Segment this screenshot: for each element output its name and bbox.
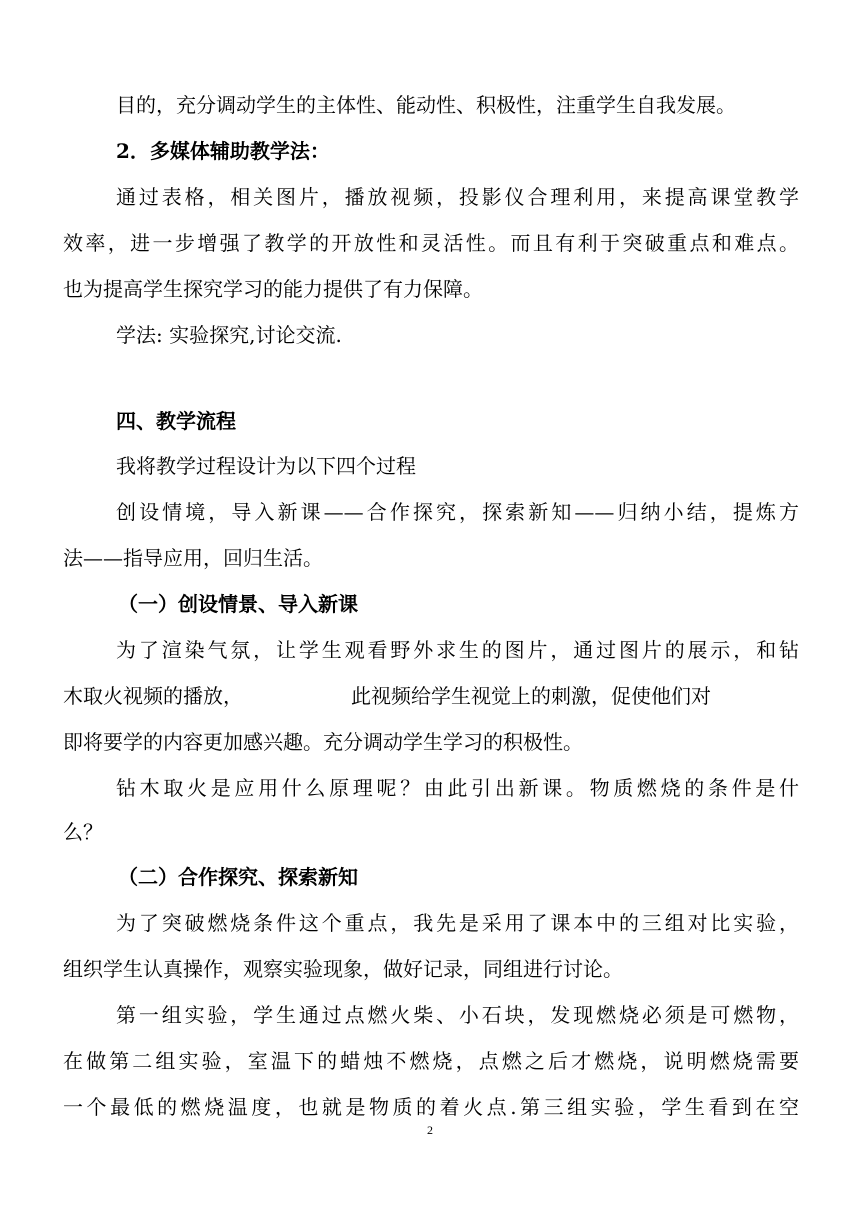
paragraph-line [63, 682, 799, 710]
paragraph-line: 组织学生认真操作，观察实验现象，做好记录，同组进行讨论。 [63, 957, 623, 981]
paragraph-line: 在做第二组实验，室温下的蜡烛不燃烧，点燃之后才燃烧，说明燃烧需要 [63, 1049, 799, 1073]
paragraph-line: 我将教学过程设计为以下四个过程 [116, 454, 416, 478]
paragraph-line: 为了渲染气氛，让学生观看野外求生的图片，通过图片的展示，和钻 [116, 638, 799, 662]
paragraph-line: 即将要学的内容更加感兴趣。充分调动学生学习的积极性。 [63, 730, 583, 754]
page-number: 2 [427, 1123, 433, 1137]
subsection-heading: （二）合作探究、探索新知 [118, 865, 358, 889]
paragraph-line: 第一组实验，学生通过点燃火柴、小石块，发现燃烧必须是可燃物， [116, 1003, 799, 1027]
paragraph-line: 么？ [63, 820, 103, 844]
paragraph-line: 效率，进一步增强了教学的开放性和灵活性。而且有利于突破重点和难点。 [63, 231, 799, 255]
paragraph-line: 目的，充分调动学生的主体性、能动性、积极性，注重学生自我发展。 [116, 93, 736, 117]
section-heading: 四、教学流程 [116, 409, 236, 433]
section-heading: 2．多媒体辅助教学法： [116, 139, 330, 163]
paragraph-line: 学法: 实验探究,讨论交流. [116, 323, 342, 347]
subsection-heading: （一）创设情景、导入新课 [118, 592, 358, 616]
line-segment: 木取火视频的播放， [63, 684, 243, 708]
paragraph-line: 钻木取火是应用什么原理呢？由此引出新课。物质燃烧的条件是什 [116, 776, 799, 800]
paragraph-line: 一个最低的燃烧温度，也就是物质的着火点.第三组实验，学生看到在空 [63, 1095, 799, 1119]
paragraph-line: 为了突破燃烧条件这个重点，我先是采用了课本中的三组对比实验， [116, 911, 799, 935]
paragraph-line: 通过表格，相关图片，播放视频，投影仪合理利用，来提高课堂教学 [116, 185, 799, 209]
paragraph-line: 也为提高学生探究学习的能力提供了有力保障。 [63, 277, 483, 301]
paragraph-line: 创设情境，导入新课——合作探究，探索新知——归纳小结，提炼方 [116, 500, 799, 524]
line-segment: 此视频给学生视觉上的刺激，促使他们对 [351, 684, 711, 708]
paragraph-line: 法——指导应用，回归生活。 [63, 546, 323, 570]
